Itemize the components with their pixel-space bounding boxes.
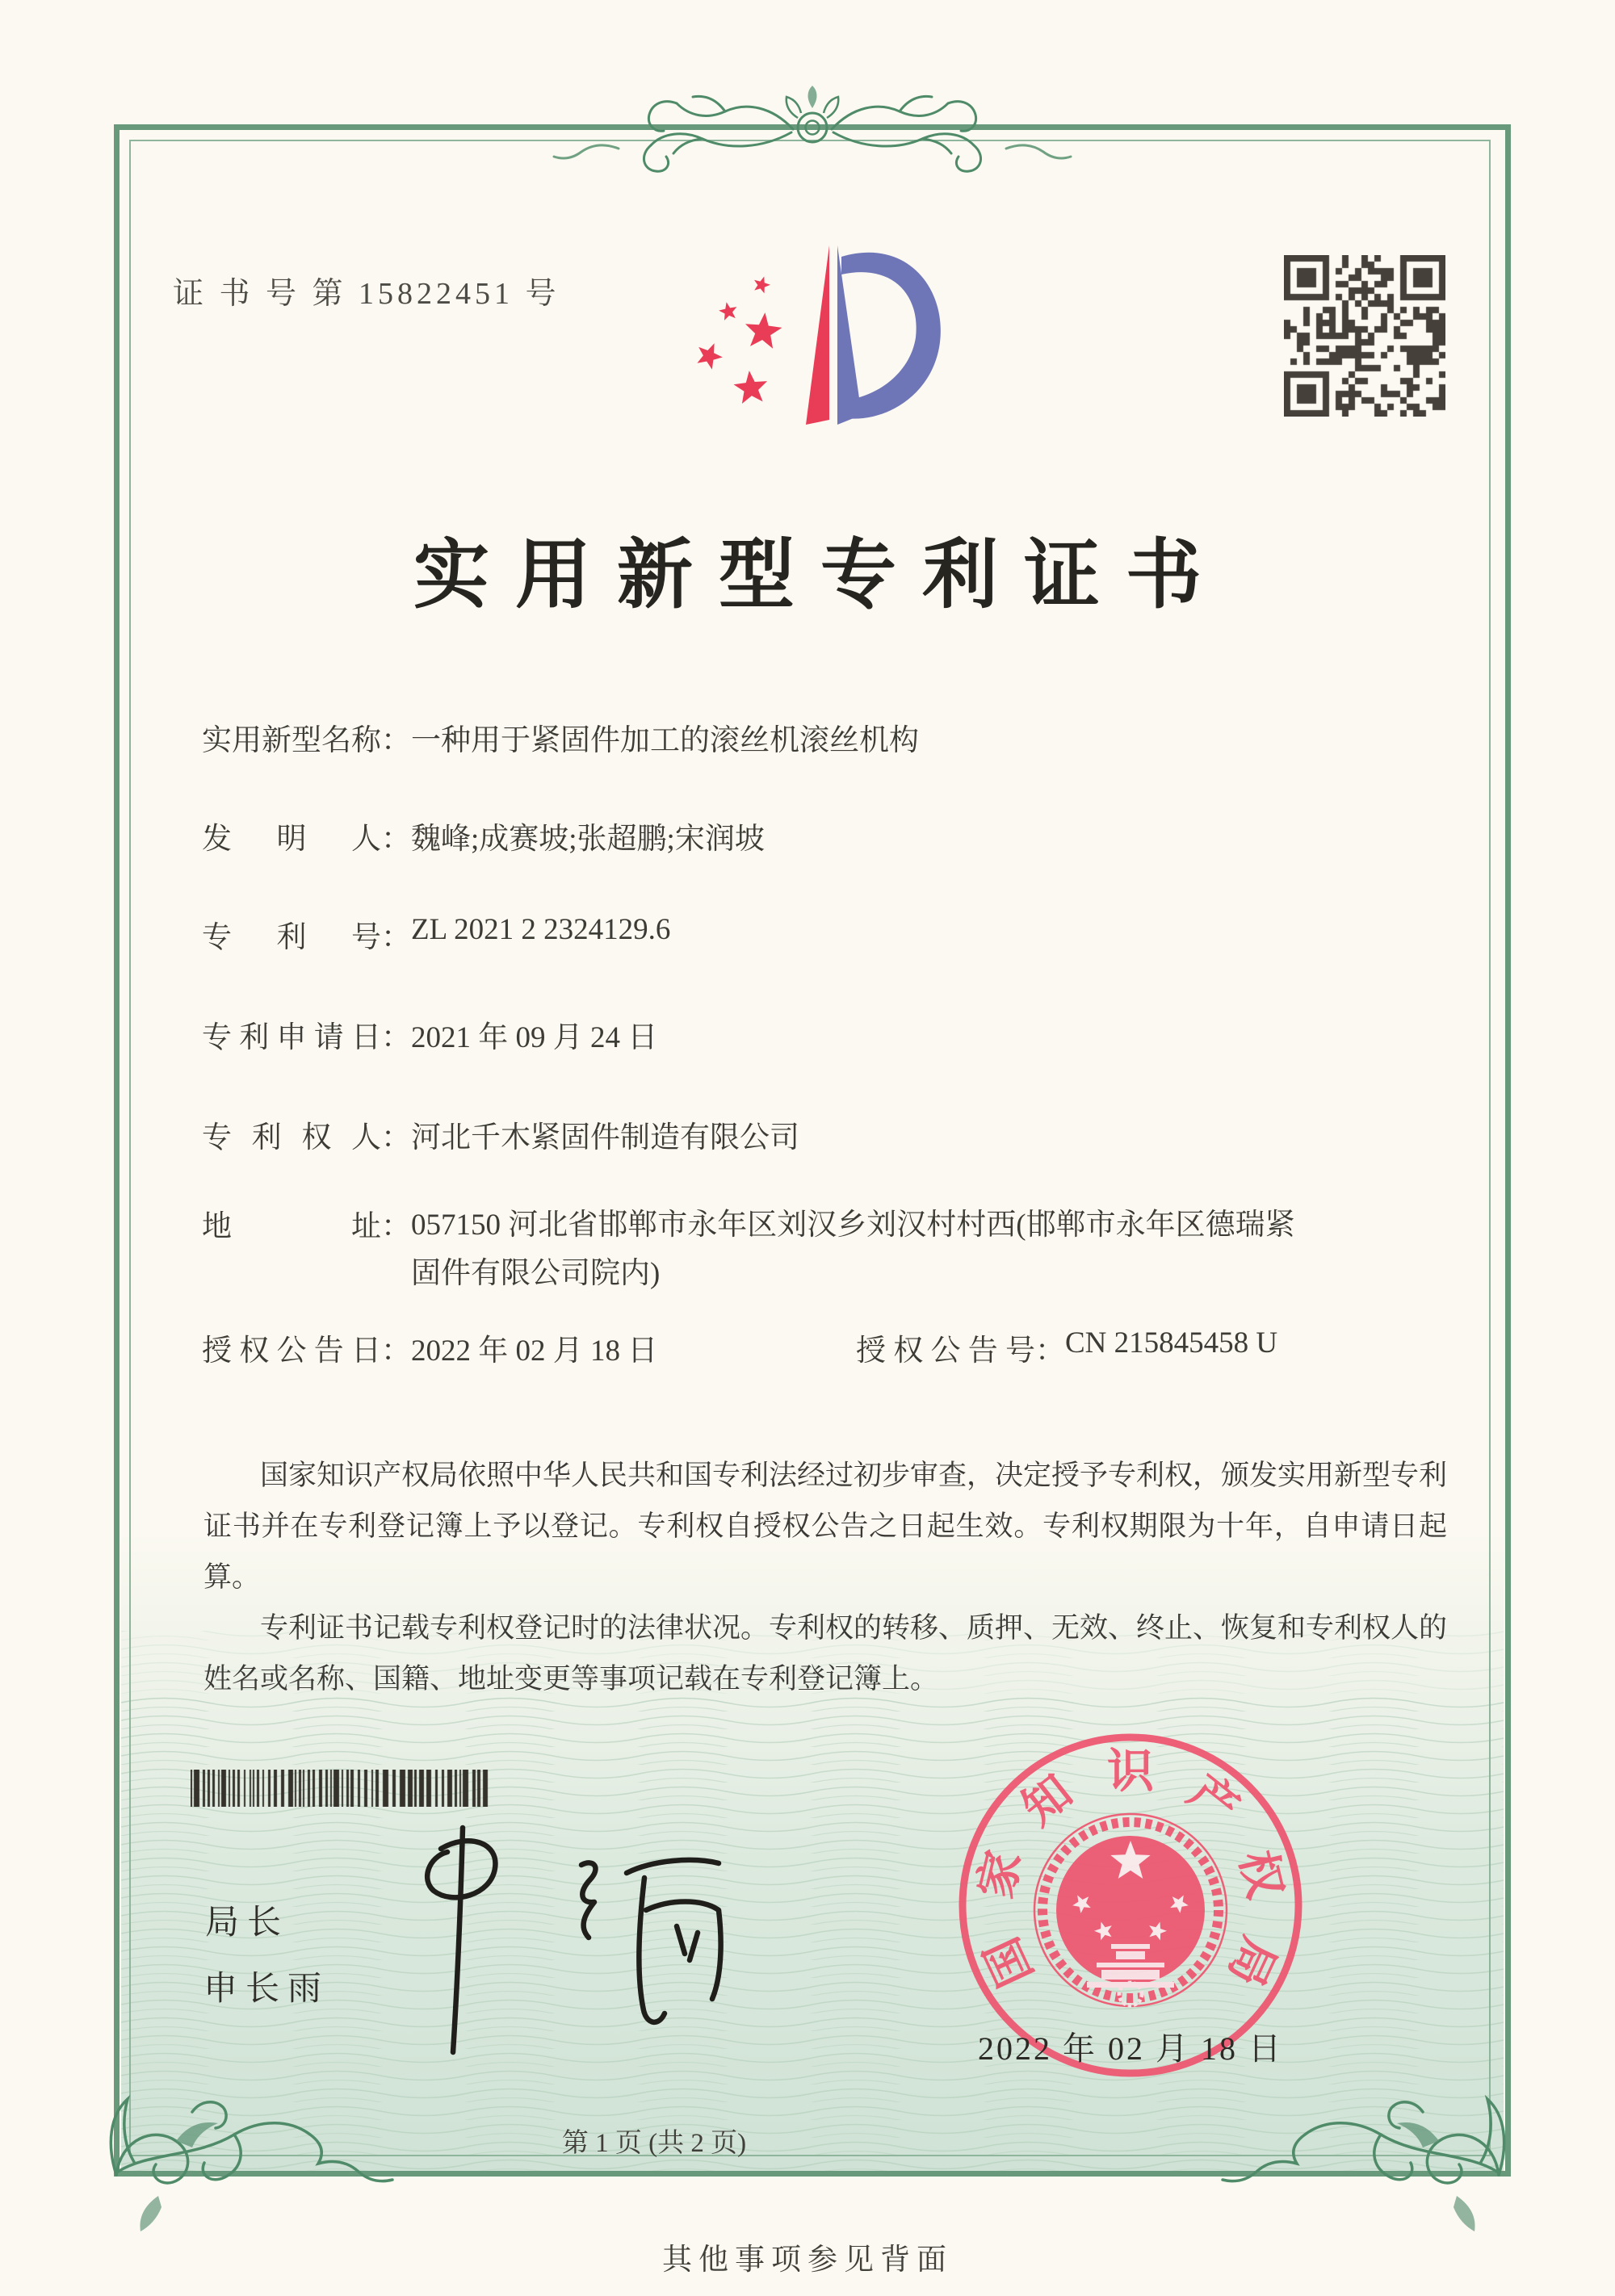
logo-stars <box>697 277 782 404</box>
page-number: 第 1 页 (共 2 页) <box>561 2129 747 2158</box>
field-label: 实用新型名称 <box>202 724 381 757</box>
commissioner-name: 申长雨 <box>203 1969 330 2007</box>
field-grant-number: 授权公告号：CN 215845458 U <box>856 1326 1278 1368</box>
field-row-patentee: 专利权人：河北千木紧固件制造有限公司 <box>202 1112 799 1156</box>
field-value: 一种用于紧固件加工的滚丝机滚丝机构 <box>411 724 919 757</box>
svg-text:知: 知 <box>1013 1765 1082 1836</box>
field-value: 2021 年 09 月 24 日 <box>411 1021 658 1054</box>
cnipa-logo <box>686 224 945 467</box>
field-value: CN 215845458 U <box>1065 1326 1278 1360</box>
field-label: 授权公告号 <box>856 1334 1035 1368</box>
field-value: 2022 年 02 月 18 日 <box>411 1334 658 1368</box>
field-row-address: 地址：057150 河北省邯郸市永年区刘汉乡刘汉村村西(邯郸市永年区德瑞紧固件有限公司院内) <box>202 1201 1306 1298</box>
field-label: 专利号 <box>202 921 381 954</box>
field-row-patent-no: 专利号：ZL 2021 2 2324129.6 <box>202 913 671 954</box>
field-label: 专利申请日 <box>202 1021 381 1054</box>
svg-text:家: 家 <box>969 1845 1031 1904</box>
legal-paragraph-1: 国家知识产权局依照中华人民共和国专利法经过初步审查，决定授予专利权，颁发实用新型专利证书并在专利登记簿上予以登记。专利权自授权公告之日起生效。专利权期限为十年，自申请日起算。 <box>203 1460 1448 1593</box>
handwritten-signature <box>339 1823 743 2065</box>
top-crest-ornament <box>473 71 1151 192</box>
legal-text <box>203 1450 1447 1704</box>
field-row-name: 实用新型名称：一种用于紧固件加工的滚丝机滚丝机构 <box>202 715 919 759</box>
back-note: 其他事项参见背面 <box>662 2244 953 2277</box>
field-row-filing-date: 专利申请日：2021 年 09 月 24 日 <box>202 1012 657 1056</box>
svg-text:产: 产 <box>1179 1765 1248 1836</box>
field-label: 发明人 <box>202 823 381 856</box>
field-value: ZL 2021 2 2324129.6 <box>411 913 671 946</box>
commissioner-title: 局长 <box>205 1903 290 1941</box>
svg-text:局: 局 <box>1218 1929 1286 1995</box>
barcode <box>191 1770 496 1807</box>
svg-text:国: 国 <box>975 1929 1043 1995</box>
svg-text:权: 权 <box>1230 1845 1292 1904</box>
field-row-grant: 授权公告日：2022 年 02 月 18 日 授权公告号：CN 215845458 U <box>202 1326 1278 1368</box>
field-label: 专利权人 <box>202 1121 381 1154</box>
field-row-inventors: 发明人：魏峰;成赛坡;张超鹏;宋润坡 <box>202 814 765 857</box>
field-value: 057150 河北省邯郸市永年区刘汉乡刘汉村村西(邯郸市永年区德瑞紧固件有限公司院内) <box>411 1209 1295 1290</box>
logo-red-wedge <box>806 245 829 425</box>
qr-code <box>1284 255 1445 417</box>
svg-text:识: 识 <box>1106 1745 1155 1798</box>
legal-paragraph-2: 专利证书记载专利权登记时的法律状况。专利权的转移、质押、无效、终止、恢复和专利权人的姓名或名称、国籍、地址变更等事项记载在专利登记簿上。 <box>203 1612 1448 1695</box>
field-value: 魏峰;成赛坡;张超鹏;宋润坡 <box>411 823 765 856</box>
field-value: 河北千木紧固件制造有限公司 <box>411 1121 799 1154</box>
seal-date: 2022 年 02 月 18 日 <box>978 2030 1283 2067</box>
field-label: 地址 <box>202 1210 381 1243</box>
national-emblem <box>1034 1814 1227 2006</box>
certificate-title: 实用新型专利证书 <box>413 534 1227 618</box>
field-label: 授权公告日 <box>202 1334 381 1368</box>
certificate-number: 证 书 号 第 15822451 号 <box>173 277 560 311</box>
